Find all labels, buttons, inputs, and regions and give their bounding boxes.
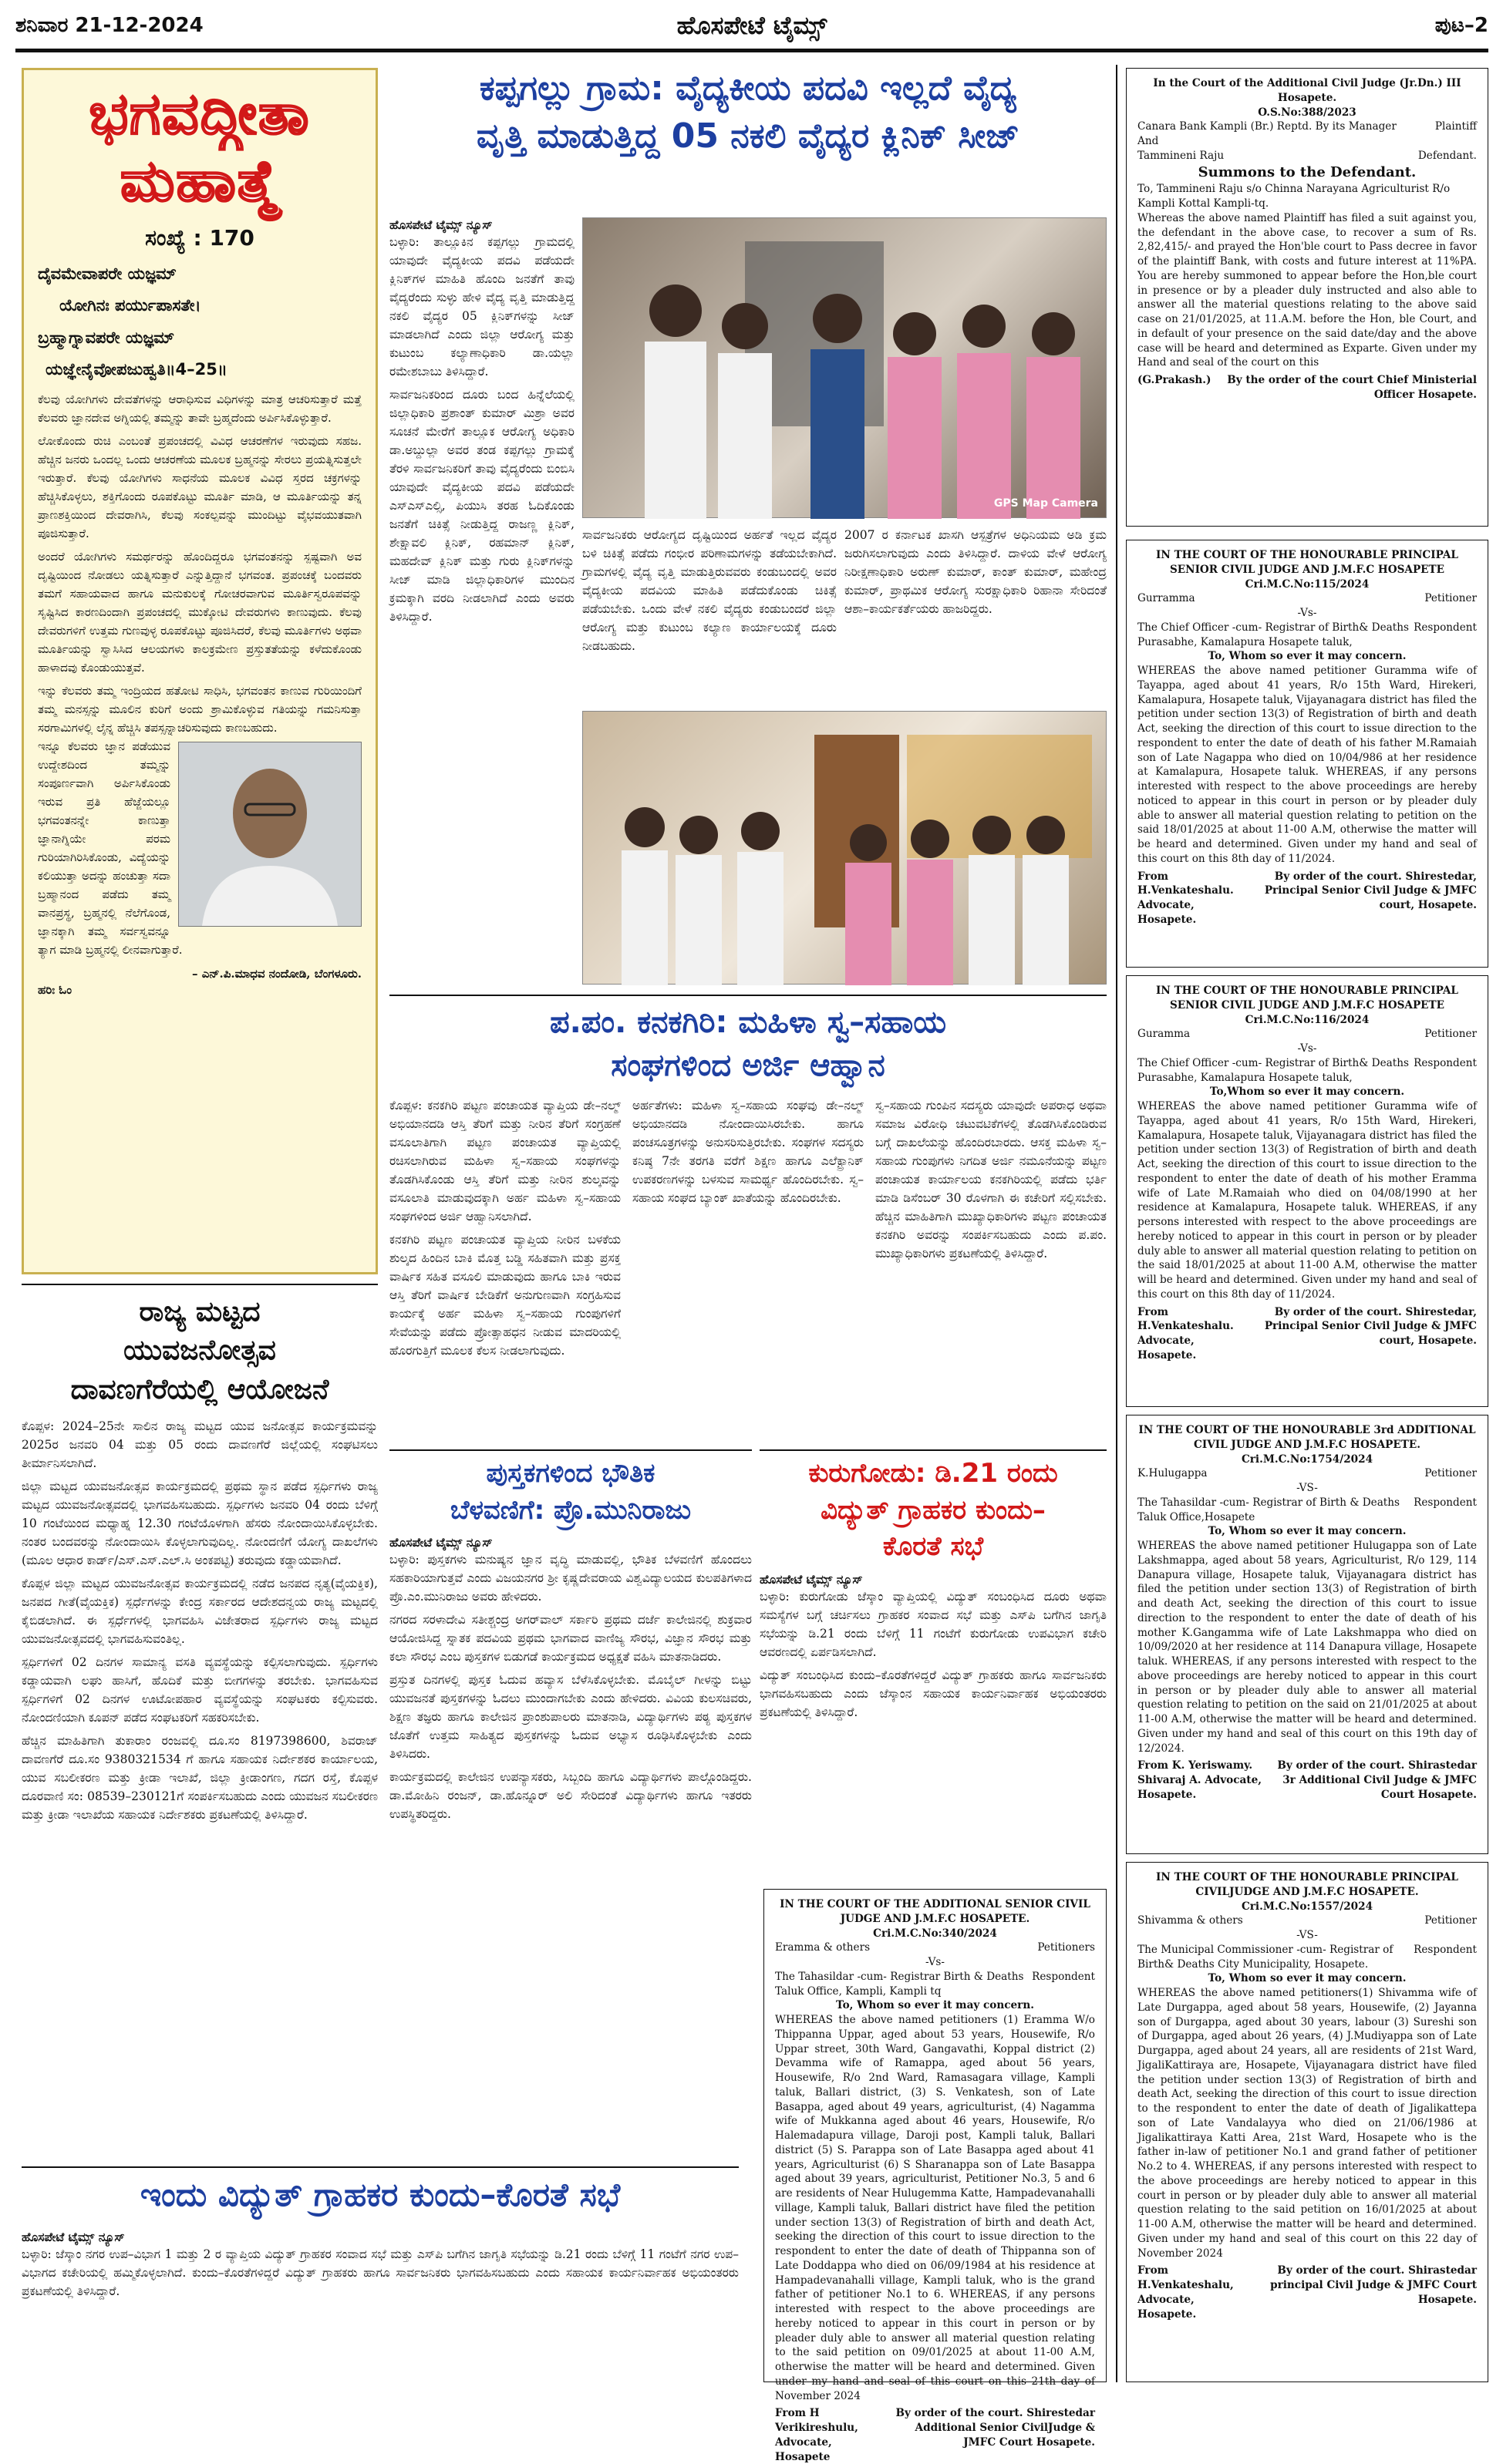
notice-title: To, Whom so ever it may concern.	[836, 1999, 1034, 2012]
article-paragraph: ಕೊಪ್ಪಳ: 2024–25ನೇ ಸಾಲಿನ ರಾಜ್ಯ ಮಟ್ಟದ ಯುವ ಜನೋತ್ಸವ ಕಾರ್ಯಕ್ರಮವನ್ನು 2025ರ ಜನವರಿ 04 ಮತ್ತು 05 ರಂದು ದಾವಣಗೆರೆ ಜಿಲ್ಲೆಯಲ್ಲಿ ಸಂಘಟಿಸಲು ತೀರ್ಮಾನಿಸಲಾಗಿದೆ.	[22, 1419, 378, 1471]
headline: ದಾವಣಗೆರೆಯಲ್ಲಿ ಆಯೋಜನೆ	[70, 1373, 329, 1405]
notice-party-row	[1137, 1496, 1477, 1525]
notice-party-row	[1137, 1914, 1477, 1928]
gita-paragraph: ಇನ್ನು ಕೆಲವರು ತಮ್ಮ ಇಂದ್ರಿಯದ ಹತೋಟಿ ಸಾಧಿಸಿ, ಭಗವಂತನ ಕಾಣುವ ಗುರಿಯಿಂದಿಗೆ ತಮ್ಮ ಮನಸ್ಸನ್ನು ಮೂಲಿನ ಕುರಿಗೆ ಅಂದು ಶ್ರಾಮಿಕೊಳ್ಳುವ ಗತಿಯನ್ನು ಗಮನಿಸುತ್ತಾ ಸರಗಾಮಿಗಳಲ್ಲಿ ಲೈನ್ನ ಹೆಚ್ಚಿಸಿ ತಪಸ್ಸನ್ನಾಚರಿಸುವುದು ಕಾಣಬಹುದು.	[38, 683, 362, 735]
notice-party: The Chief Officer -cum- Registrar of Birth& Deaths Purasabhe, Kamalapura Hosapete taluk,	[1137, 621, 1409, 648]
article-column	[22, 2230, 739, 2301]
notice-signatures	[1137, 870, 1477, 927]
article-paragraph: 2007 ರ ಕರ್ನಾಟಕ ಖಾಸಗಿ ಆಸ್ಪತ್ರೆಗಳ ಅಧಿನಿಯಮ ಅಡಿ ಕ್ರಮ ಜರುಗಿಸಲಾಗುವುದು ಎಂದು ತಿಳಿಸಿದ್ದಾರೆ. ದಾಳಿಯ ವೇಳೆ ಆರೋಗ್ಯ ನಿರೀಕ್ಷಣಾಧಿಕಾರಿ ಅರುಣ್ ಕುಮಾರ್, ಕಾಂತ್ ಕುಮಾರ್, ಮಹೇಂದ್ರ ಕುಮಾರ್, ಪ್ರಾಥಮಿಕ ಆರೋಗ್ಯ ಸುರಕ್ಷಾಧಿಕಾರಿ ರಿಹಾನಾ ಸೇರಿದಂತೆ ಆಶಾ–ಕಾರ್ಯಕರ್ತೆಯರು ಹಾಜರಿದ್ದರು.	[844, 528, 1107, 617]
notice-body: WHEREAS the above named petitioner Guramma wife of Tayappa, aged about 41 years, R/o 15th Ward, Hirekeri, Kamalapura, Hosapete taluk, Vijayanagara district has filed the petition under section 13(3) of Registration of birth and death Act, seeking the direction of this court to issue direction to the respondent to enter the date of death of his mother Eramma wife of Late M.Ramaiah who died on 04/08/1990 at her residence at Kamalapura, Hosapete taluk. WHEREAS, if any persons interested with respect to the above proceedings are hereby noticed to appear in this court in person or by pleader duly able to answer all material question relating to petition on the said 18/01/2025 at about 11-00 A.M, otherwise the matter will be heard and determined. Given under my hand and seal of this court on this 8th day of 11/2024.	[1137, 1100, 1478, 1301]
headline: ಯುವಜನೋತ್ಸವ	[123, 1335, 276, 1367]
raid-team-photo-1	[582, 217, 1107, 518]
gita-column	[22, 68, 378, 1274]
notice-role: Respondent	[1414, 621, 1477, 634]
notice-signatures	[1137, 373, 1477, 402]
notice-sign-left: From K. Yeriswamy. Shivaraj A. Advocate, Hosapete.	[1137, 1759, 1262, 1801]
headline: ಇಂದು ವಿದ್ಯುತ್ ಗ್ರಾಹಕರ ಕುಂದು–ಕೊರತೆ ಸಭೆ	[140, 2176, 621, 2213]
article-paragraph: ಸ್ಪರ್ಧಿಗಳಿಗೆ 02 ದಿನಗಳ ಸಾಮಾನ್ಯ ವಸತಿ ವ್ಯವಸ್ಥೆಯನ್ನು ಕಲ್ಪಿಸಲಾಗುವುದು. ಸ್ಪರ್ಧಿಗಳು ಕಡ್ಡಾಯವಾಗಿ ಲಘು ಹಾಸಿಗೆ, ಹೊದಿಕೆ ಮತ್ತು ಬೀಗಗಳನ್ನು ತರಬೇಕು. ಭಾಗವಹಿಸುವ ಸ್ಪರ್ಧಿಗಳಿಗೆ 02 ದಿನಗಳ ಊಟೋಪಹಾರ ವ್ಯವಸ್ಥೆಯನ್ನು ಸಂಘಟಕರು ಕಲ್ಪಿಸುವರು. ನೋಂದಣಿಯಾಗಿ ಕೂಪನ್ ಪಡೆದ ಸಂಘಟಕರಿಗೆ ಸಹಕರಿಸಬೇಕು.	[22, 1655, 378, 1725]
notice-party-row	[775, 1941, 1095, 1955]
notice-role: Defendant.	[1417, 149, 1477, 162]
court-notice	[1126, 975, 1488, 1407]
notice-title: To, Whom so ever it may concern.	[1208, 1525, 1407, 1538]
notice-body: WHEREAS the above named petitioner Hulugappa son of Late Lakshmappa, aged about 58 years, Agriculturist, R/o 129, 114 Danapura village, Hosapete taluk, Vijayanagara district has filed the petition under section 13(3) of Registration of birth and death Act, seeking the direction of this court to issue direction to the respondent to enter the date of death of his mother K.Gangamma wife of Late Lakshmappa who died on 10/09/2020 at her residence at 114 Danapura village, Hosapete taluk. WHEREAS, if any persons interested with respect to the above proceedings are hereby noticed to appear in this court in person or by pleader duly able to answer all material question relating to petition on the said on 21/01/2025 at about 11-00 A.M, otherwise the matter will be heard and determined. Given under my hand and seal of this court on this 19th day of 12/2024.	[1137, 1540, 1477, 1755]
article-paragraph: ಬಳ್ಳಾರಿ: ಪುಸ್ತಕಗಳು ಮನುಷ್ಯನ ಜ್ಞಾನ ವೃದ್ಧಿ ಮಾಡುವಲ್ಲಿ, ಭೌತಿಕ ಬೆಳವಣಿಗೆ ಹೊಂದಲು ಸಹಕಾರಿಯಾಗುತ್ತವೆ ಎಂದು ವಿಜಯನಗರ ಶ್ರೀ ಕೃಷ್ಣದೇವರಾಯ ವಿಶ್ವವಿದ್ಯಾಲಯದ ಕುಲಪತಿಗಳಾದ ಪ್ರೊ.ಎಂ.ಮುನಿರಾಜು ಅವರು ಹೇಳಿದರು.	[389, 1553, 752, 1604]
notice-party-row	[1137, 1027, 1477, 1042]
gita-paragraph: ಲೋಕೊಂದು ರುಚಿ ಎಂಬಂತೆ ಪ್ರಪಂಚದಲ್ಲಿ ವಿವಿಧ ಆಚರಣೆಗಳ ಇರುವುದು ಸಹಜ. ಹೆಚ್ಚಿನ ಜನರು ಒಂದಲ್ಲ ಒಂದು ಆಚರಣೆಯ ಮೂಲಕ ಬ್ರಹ್ಮನನ್ನು ಸೇರಲು ಪ್ರಯತ್ನಿಸುತ್ತಲೇ ಇರುತ್ತಾರೆ. ಕೆಲವು ಯೋಗಿಗಳು ಸಾಧನೆಯ ಮೂಲಕ ವಿವಿಧ ಸ್ತರದ ಚಕ್ರಗಳನ್ನು ಹೆಚ್ಚಿಸಿಕೊಳ್ಳಲು, ಶಕ್ತಿಗೊಂದು ರೂಪಕೊಟ್ಟು ಮೂರ್ತಿ ಮಾಡಿ, ಆ ಮೂರ್ತಿಯನ್ನು ತನ್ನ ಪ್ರಾಣಶಕ್ತಿಯಿಂದ ದೇವರಾಗಿಸಿ, ಕೆಲವು ಸಂಕಲ್ಪವನ್ನು ಮುಂದಿಟ್ಟು ವೈಭವಯುತವಾಗಿ ಪೂಜಿಸುತ್ತಾರೆ.	[38, 433, 362, 540]
article-paragraph: ಸಾರ್ವಜನಿಕರು ಆರೋಗ್ಯದ ದೃಷ್ಟಿಯಿಂದ ಅರ್ಹತೆ ಇಲ್ಲದ ವೈದ್ಯರ ಬಳಿ ಚಿಕಿತ್ಸೆ ಪಡೆದು ಗಂಭೀರ ಪರಿಣಾಮಗಳನ್ನು ತಡೆಯಬೇಕಾಗಿದೆ. ಗ್ರಾಮಗಳಲ್ಲಿ ವೈದ್ಯ ವೃತ್ತಿ ಮಾಡುತ್ತಿರುವವರು ಕಂಡುಬಂದಲ್ಲಿ ಅವರ ವೈದ್ಯಕೀಯ ಪದವಿಯ ಮಾಹಿತಿ ಪಡೆದುಕೊಂಡು ಚಿಕಿತ್ಸೆ ಪಡೆಯಬೇಕು. ಒಂದು ವೇಳೆ ನಕಲಿ ವೈದ್ಯರು ಕಂಡುಬಂದರೆ ಜಿಲ್ಲಾ ಆರೋಗ್ಯ ಮತ್ತು ಕುಟುಂಬ ಕಲ್ಯಾಣ ಕಾರ್ಯಾಲಯಕ್ಕೆ ದೂರು ನೀಡಬಹುದು.	[582, 528, 837, 654]
article-paragraph: ಕೊಪ್ಪಳ: ಕನಕಗಿರಿ ಪಟ್ಟಣ ಪಂಚಾಯತ ವ್ಯಾಪ್ತಿಯ ಡೇ–ನಲ್ಮ್ ಅಭಿಯಾನದಡಿ ಆಸ್ತಿ ತೆರಿಗೆ ಮತ್ತು ನೀರಿನ ತೆರಿಗೆ ಸಂಗ್ರಹಣೆ ವಸೂಲಾತಿಗಾಗಿ ಪಟ್ಟಣ ಪಂಚಾಯತ ವ್ಯಾಪ್ತಿಯಲ್ಲಿ ರಚಿಸಲಾಗಿರುವ ಮಹಿಳಾ ಸ್ವ–ಸಹಾಯ ಸಂಘಗಳನ್ನು ತೊಡಗಿಸಿಕೊಂಡು ಆಸ್ತಿ ತೆರಿಗೆ ಮತ್ತು ನೀರಿನ ಶುಲ್ಕವನ್ನು ವಸೂಲಾತಿ ಮಾಡುವುದಕ್ಕಾಗಿ ಅರ್ಹ ಮಹಿಳಾ ಸ್ವ–ಸಹಾಯ ಸಂಘಗಳಿಂದ ಅರ್ಜಿ ಆಹ್ವಾನಿಸಲಾಗಿದೆ.	[389, 1099, 621, 1224]
issue-date: ಶನಿವಾರ 21-12-2024	[15, 14, 204, 37]
headline: ಸಂಘಗಳಿಂದ ಅರ್ಜಿ ಆಹ್ವಾನ	[611, 1048, 885, 1083]
notice-party: The Tahasildar -cum- Registrar of Birth & Deaths Taluk Office,Hosapete	[1137, 1496, 1400, 1523]
headline: ವೃತ್ತಿ ಮಾಡುತ್ತಿದ್ದ 05 ನಕಲಿ ವೈದ್ಯರ ಕ್ಲಿನಿಕ್ ಸೀಜ್	[476, 116, 1020, 156]
notice-role: Petitioner	[1424, 1028, 1477, 1041]
notice-party: Shivamma & others	[1137, 1914, 1243, 1927]
notice-case-number: Cri.M.C.No:1754/2024	[1241, 1452, 1373, 1466]
article-paragraph: ಹೆಚ್ಚಿನ ಮಾಹಿತಿಗಾಗಿ ತುಕಾರಾಂ ರಂಜವಲ್ಲಿ ದೂ.ಸಂ 8197398600, ಶಿವರಾಜ್ ದಾವಣಗೆರೆ ದೂ.ಸಂ 9380321534 ಗೆ ಹಾಗೂ ಸಹಾಯಕ ನಿರ್ದೇಶಕರ ಕಾರ್ಯಾಲಯ, ಯುವ ಸಬಲೀಕರಣ ಮತ್ತು ಕ್ರೀಡಾ ಇಲಾಖೆ, ಜಿಲ್ಲಾ ಕ್ರೀಡಾಂಗಣ, ಗದಗ ರಸ್ತೆ, ಕೊಪ್ಪಳ ದೂರವಾಣಿ ಸಂ: 08539–230121ಗೆ ಸಂಪರ್ಕಿಸಬಹುದು ಎಂದು ಯುವಜನ ಸಬಲೀಕರಣ ಮತ್ತು ಕ್ರೀಡಾ ಇಲಾಖೆಯ ಸಹಾಯಕ ನಿರ್ದೇಶಕರು ಪ್ರಕಟಣೆಯಲ್ಲಿ ತಿಳಿಸಿದ್ದಾರೆ.	[22, 1734, 378, 1823]
notice-case-number: Cri.M.C.No:1557/2024	[1241, 1900, 1373, 1913]
dateline: ಹೊಸಪೇಟೆ ಟೈಮ್ಸ್ ನ್ಯೂಸ್	[389, 1535, 493, 1550]
notice-party-row	[1137, 149, 1477, 163]
notice-court: IN THE COURT OF THE HONOURABLE PRINCIPAL SENIOR CIVIL JUDGE AND J.M.F.C HOSAPETE	[1156, 985, 1458, 1012]
article-paragraph: ಬಳ್ಳಾರಿ: ಕುರುಗೋಡು ಜೆಸ್ಕಾಂ ವ್ಯಾಪ್ತಿಯಲ್ಲಿ ವಿದ್ಯುತ್ ಸಂಬಂಧಿಸಿದ ದೂರು ಅಥವಾ ಸಮಸ್ಯೆಗಳ ಬಗ್ಗೆ ಚರ್ಚಿಸಲು ಗ್ರಾಹಕರ ಸಂವಾದ ಸಭೆ ಮತ್ತು ಎಸ್‌ಪಿ ಬಗೆಗಿನ ಜಾಗೃತಿ ಸಭೆಯನ್ನು ಡಿ.21 ರಂದು ಬೆಳಿಗ್ಗೆ 11 ಗಂಟೆಗೆ ಕುರುಗೋಡು ಉಪವಿಭಾಗ ಕಚೇರಿ ಆವರಣದಲ್ಲಿ ಏರ್ಪಡಿಸಲಾಗಿದೆ.	[760, 1589, 1107, 1659]
article-paragraph: ಸಾರ್ವಜನಿಕರಿಂದ ದೂರು ಬಂದ ಹಿನ್ನೆಲೆಯಲ್ಲಿ ಜಿಲ್ಲಾಧಿಕಾರಿ ಪ್ರಶಾಂತ್ ಕುಮಾರ್ ಮಿಶ್ರಾ ಅವರ ಸೂಚನೆ ಮೇರೆಗೆ ತಾಲ್ಲೂಕ ಆರೋಗ್ಯ ಅಧಿಕಾರಿ ಡಾ.ಅಬ್ದುಲ್ಲಾ ಅವರ ತಂಡ ಕಪ್ಪಗಲ್ಲು ಗ್ರಾಮಕ್ಕೆ ತೆರಳಿ ಸಾರ್ವಜನಿಕರಿಗೆ ತಾವು ವೈದ್ಯರೆಂದು ಬಿಂಬಿಸಿ ಯಾವುದೇ ವೈದ್ಯಕೀಯ ಪದವಿ ಪಡೆಯದೇ ಎಸ್ಎಸ್ಎಲ್ಸಿ, ಪಿಯುಸಿ ತರಹ ಓದಿಕೊಂಡು ಜನತೆಗೆ ಚಿಕಿತ್ಸೆ ನೀಡುತ್ತಿದ್ದ ರಾಜಣ್ಣ ಕ್ಲಿನಿಕ್, ಶೇಕ್ಷಾವಲಿ ಕ್ಲಿನಿಕ್, ರಹಮಾನ್ ಕ್ಲಿನಿಕ್, ಮಹದೇವ್ ಕ್ಲಿನಿಕ್ ಮತ್ತು ಗುರು ಕ್ಲಿನಿಕ್‌ಗಳನ್ನು ಸೀಜ್ ಮಾಡಿ ಜಿಲ್ಲಾಧಿಕಾರಿಗಳ ಮುಂದಿನ ಕ್ರಮಕ್ಕಾಗಿ ವರದಿ ನೀಡಲಾಗಿದೆ ಎಂದು ಅವರು ತಿಳಿಸಿದ್ದಾರೆ.	[389, 388, 575, 624]
article-kanakagiri	[389, 995, 1107, 1442]
notice-party-row	[1137, 591, 1477, 606]
headline: ಪ.ಪಂ. ಕನಕಗಿರಿ: ಮಹಿಳಾ ಸ್ವ–ಸಹಾಯ	[549, 1005, 947, 1040]
article-paragraph: ವಿದ್ಯುತ್ ಸಂಬಂಧಿಸಿದ ಕುಂದು–ಕೊರತೆಗಳಿದ್ದರೆ ವಿದ್ಯುತ್ ಗ್ರಾಹಕರು ಹಾಗೂ ಸಾರ್ವಜನಿಕರು ಭಾಗವಹಿಸಬಹುದು ಎಂದು ಜೆಸ್ಕಾಂನ ಸಹಾಯಕ ಕಾರ್ಯನಿರ್ವಾಹಕ ಅಭಿಯಂತರರು ಪ್ರಕಟಣೆಯಲ್ಲಿ ತಿಳಿಸಿದ್ದಾರೆ.	[760, 1668, 1107, 1719]
article-electricity-meeting	[22, 2166, 739, 2382]
notice-party-row	[1137, 119, 1477, 134]
article-paragraph: ಕೊಪ್ಪಳ ಜಿಲ್ಲಾ ಮಟ್ಟದ ಯುವಜನೋತ್ಸವ ಕಾರ್ಯಕ್ರಮದಲ್ಲಿ ನಡೆದ ಜನಪದ ನೃತ್ಯ(ವೈಯಕ್ತಿಕ), ಜನಪದ ಗೀತೆ(ವೈಯಕ್ತಿಕ) ಸ್ಪರ್ಧೆಗಳನ್ನು ಕೇಂದ್ರ ಸರ್ಕಾರದ ಆದೇಶದನ್ವಯ ರಾಜ್ಯ ಮಟ್ಟದಲ್ಲಿ ಕೈಬಿಡಲಾಗಿದೆ. ಈ ಸ್ಪರ್ಧೆಗಳಲ್ಲಿ ಭಾಗವಹಿಸಿ ವಿಜೇತರಾದ ಸ್ಪರ್ಧಿಗಳು ರಾಜ್ಯ ಮಟ್ಟದ ಯುವಜನೋತ್ಸವದಲ್ಲಿ ಭಾಗವಹಿಸುವಂತಿಲ್ಲ.	[22, 1577, 378, 1647]
article-paragraph: ನಗರದ ಸರಳಾದೇವಿ ಸತೀಶ್ಚಂದ್ರ ಅಗರ್‌ವಾಲ್ ಸರ್ಕಾರಿ ಪ್ರಥಮ ದರ್ಜೆ ಕಾಲೇಜಿನಲ್ಲಿ ಶುಕ್ರವಾರ ಆಯೋಜಿಸಿದ್ದ ಸ್ನಾತಕ ಪದವಿಯ ಪ್ರಥಮ ಭಾಗವಾದ ವಾಣಿಜ್ಯ ಸೌರಭ, ವಿಜ್ಞಾನ ಸೌರಭ ಮತ್ತು ಕಲಾ ಸೌರಭ ಎಂಬ ಪುಸ್ತಕಗಳ ಬಿಡುಗಡೆ ಕಾರ್ಯಕ್ರಮದ ಅಧ್ಯಕ್ಷತೆ ವಹಿಸಿ ಮಾತನಾಡಿದರು.	[389, 1613, 752, 1665]
notice-case-number: O.S.No:388/2023	[1258, 106, 1356, 119]
notice-addressee: To, Tammineni Raju s/o Chinna Narayana Agriculturist R/o Kampli Kottal Kampli-tq.	[1137, 183, 1451, 210]
notice-sign-right: By order of the court. Shirestedar Additional Senior CivilJudge & JMFC Court Hosapete.	[895, 2407, 1095, 2449]
dateline: ಹೊಸಪೇಟೆ ಟೈಮ್ಸ್ ನ್ಯೂಸ್	[760, 1571, 863, 1587]
author-photo	[178, 742, 362, 927]
headline: ಪುಸ್ತಕಗಳಿಂದ ಭೌತಿಕ	[486, 1458, 655, 1489]
headline: ರಾಜ್ಯ ಮಟ್ಟದ	[139, 1296, 261, 1328]
newspaper-name: ಹೊಸಪೇಟೆ ಟೈಮ್ಸ್	[676, 11, 827, 40]
closing-word: ಹರಿಃ ಓಂ	[38, 982, 72, 997]
notice-court: IN THE COURT OF THE HONOURABLE PRINCIPAL CIVILJUDGE AND J.M.F.C HOSAPETE.	[1156, 1871, 1458, 1898]
notice-body: WHEREAS the above named petitioners (1) Eramma W/o Thippanna Uppar, aged about 53 years, Housewife, R/o Uppar street, 30th Ward, Gangavathi, Koppal district (2) Devamma wife of Ramappa, aged about 56 years, Housewife, R/o 2nd Ward, Ramasagara village, Kampli taluk, Ballari district, (3) S. Venkatesh, son of Late Basappa, aged about 49 years, agriculturist, (4) Nagamma wife of Mukkanna aged about 46 years, Housewife, R/o Halemadapura village, Daroji post, Kampli taluk, Ballari district (5) S. Parappa son of Late Basappa aged about 41 years, Agriculturist (6) S Sharanappa son of Late Basappa aged about 39 years, agriculturist, Petitioner No.3, 5 and 6 are residents of Near Hulugemma Katte, Hampadevanahalli village, Kampli taluk, Ballari district have filed the petition under section 13(3) of Registration of birth and death Act, seeking the direction of this court to issue direction to the respondent to enter the date of death of Thippanna son of Late Doddappa who died on 06/09/1984 at his residence at Hampadevanahalli village, Kampli taluk, who is the grand father of petitioner No.1 to 6. WHEREAS, if any persons interested with respect to the above proceedings are hereby noticed to appear in this court in person or by pleader duly able to answer all material question relating to the said petition on 09/01/2025 at about 11-00 A.M, otherwise the matter will be heard and determined. Given under my hand and seal of this court on this 21th day of November 2024	[775, 2014, 1095, 2402]
notice-title: To, Whom so ever it may concern.	[1208, 650, 1407, 663]
verse-line: ಯೋಗಿನಃ ಪರ್ಯುಪಾಸತೇ।	[59, 296, 201, 315]
notice-court: IN THE COURT OF THE ADDITIONAL SENIOR CIVIL JUDGE AND J.M.F.C HOSAPETE.	[780, 1898, 1090, 1925]
gita-series-number: ಸಂಖ್ಯೆ : 170	[145, 224, 254, 251]
notice-party: The Municipal Commissioner -cum- Registrar of Birth& Deaths City Municipality, Hosapete.	[1137, 1943, 1393, 1971]
notice-role: Respondent	[1414, 1496, 1477, 1509]
notice-signatures	[1137, 1305, 1477, 1363]
court-notice	[1126, 1862, 1488, 2382]
article-paragraph: ಬಳ್ಳಾರಿ: ತಾಲ್ಲೂಕಿನ ಕಪ್ಪಗಲ್ಲು ಗ್ರಾಮದಲ್ಲಿ ಯಾವುದೇ ವೈದ್ಯಕೀಯ ಪದವಿ ಪಡೆಯದೇ ಕ್ಲಿನಿಕ್‌ಗಳ ಮಾಹಿತಿ ಹೊಂದಿ ಜನತೆಗೆ ತಾವು ವೈದ್ಯರೆಂದು ಸುಳ್ಳು ಹೇಳಿ ವೈದ್ಯ ವೃತ್ತಿ ಮಾಡುತ್ತಿದ್ದ ನಕಲಿ ವೈದ್ಯರ 05 ಕ್ಲಿನಿಕ್‌ಗಳನ್ನು ಸೀಜ್ ಮಾಡಲಾಗಿದೆ ಎಂದು ಜಿಲ್ಲಾ ಆರೋಗ್ಯ ಮತ್ತು ಕುಟುಂಬ ಕಲ್ಯಾಣಾಧಿಕಾರಿ ಡಾ.ಯಲ್ಲಾ ರಮೇಶಬಾಬು ತಿಳಿಸಿದ್ದಾರೆ.	[389, 235, 575, 379]
masthead	[15, 6, 1488, 52]
article-paragraph: ಅರ್ಹತೆಗಳು: ಮಹಿಳಾ ಸ್ವ–ಸಹಾಯ ಸಂಘವು ಡೇ–ನಲ್ಮ್ ಅಭಿಯಾನದಡಿ ನೋಂದಾಯಿಸಿರಬೇಕು. ಹಾಗೂ ಪಂಚಸೂತ್ರಗಳನ್ನು ಅನುಸರಿಸುತ್ತಿರಬೇಕು. ಸಂಘಗಳ ಸದಸ್ಯರು ಕನಿಷ್ಠ 7ನೇ ತರಗತಿ ವರೆಗೆ ಶಿಕ್ಷಣ ಹಾಗೂ ಎಲೆಕ್ಟ್ರಾನಿಕ್ ಉಪಕರಣಗಳನ್ನು ಬಳಸುವ ಸಾಮರ್ಥ್ಯ ಹೊಂದಿರಬೇಕು. ಸ್ವ–ಸಹಾಯ ಸಂಘದ ಬ್ಯಾಂಕ್ ಖಾತೆಯನ್ನು ಹೊಂದಿರಬೇಕು.	[632, 1099, 864, 1206]
article-column	[389, 217, 575, 626]
notice-case-number: Cri.M.C.No:116/2024	[1245, 1013, 1370, 1026]
notice-sign-right: By the order of the court Chief Ministerial Officer Hosapete.	[1227, 374, 1477, 401]
notice-party: Eramma & others	[775, 1941, 871, 1954]
notice-role: Petitioner	[1424, 1467, 1477, 1480]
notice-sign-left: From H.Venkateshalu, Advocate, Hosapete.	[1137, 2264, 1234, 2321]
notice-role: Respondent	[1032, 1970, 1095, 1983]
article-paragraph: ಸ್ವ–ಸಹಾಯ ಗುಂಪಿನ ಸದಸ್ಯರು ಯಾವುದೇ ಅಪರಾಧ ಅಥವಾ ಸಮಾಜ ವಿರೋಧಿ ಚಟುವಟಿಕೆಗಳಲ್ಲಿ ತೊಡಗಿಸಿಕೊಂಡಿರುವ ಬಗ್ಗೆ ದಾಖಲೆಯನ್ನು ಹೊಂದಿರಬಾರದು. ಆಸಕ್ತ ಮಹಿಳಾ ಸ್ವ–ಸಹಾಯ ಗುಂಪುಗಳು ನಿಗದಿತ ಅರ್ಜಿ ನಮೂನೆಯನ್ನು ಪಟ್ಟಣ ಪಂಚಾಯತ ಕಾರ್ಯಾಲಯ ಕನಕಗಿರಿಯಲ್ಲಿ ಪಡೆದು ಭರ್ತಿ ಮಾಡಿ ಡಿಸೆಂಬರ್ 30 ರೊಳಗಾಗಿ ಈ ಕಚೇರಿಗೆ ಸಲ್ಲಿಸಬೇಕು. ಹೆಚ್ಚಿನ ಮಾಹಿತಿಗಾಗಿ ಮುಖ್ಯಾಧಿಕಾರಿಗಳು ಪಟ್ಟಣ ಪಂಚಾಯತ ಕನಕಗಿರಿ ಅವರನ್ನು ಸಂಪರ್ಕಿಸಬಹುದು ಎಂದು ಪ.ಪಂ. ಮುಖ್ಯಾಧಿಕಾರಿಗಳು ಪ್ರಕಟಣೆಯಲ್ಲಿ ತಿಳಿಸಿದ್ದಾರೆ.	[875, 1099, 1107, 1261]
gita-paragraph: ಇನ್ನೂ ಕೆಲವರು ಜ್ಞಾನ ಪಡೆಯುವ ಉದ್ದೇಶದಿಂದ ತಮ್ಮನ್ನು ಸಂಪೂರ್ಣವಾಗಿ ಅರ್ಪಿಸಿಕೊಂಡು ಇರುವ ಪ್ರತಿ ಹೆಜ್ಜೆಯಲ್ಲೂ ಭಗವಂತನನ್ನೇ ಕಾಣುತ್ತಾ ಜ್ಞಾನಾಗ್ನಿಯೇ ಪರಮ ಗುರಿಯಾಗಿರಿಸಿಕೊಂಡು, ವಿದ್ಯೆಯನ್ನು ಕಲಿಯುತ್ತಾ ಅದನ್ನು ಹಂಚುತ್ತಾ ಸದಾ ಬ್ರಹ್ಮಾನಂದ ಪಡೆದು ತಮ್ಮ ವಾನಪ್ರಸ್ಥ, ಬ್ರಹ್ಮನಲ್ಲಿ ನೆಲೆಗೊಂಡ, ಜ್ಞಾನಕ್ಕಾಗಿ ತಮ್ಮ ಸರ್ವಸ್ವವನ್ನೂ ತ್ಯಾಗ ಮಾಡಿ ಬ್ರಹ್ಮನಲ್ಲಿ ಲೀನವಾಗುತ್ತಾರೆ.	[38, 739, 183, 957]
headline: ವಿದ್ಯುತ್ ಗ್ರಾಹಕರ ಕುಂದು–	[821, 1494, 1046, 1526]
notice-party-row	[1137, 1943, 1477, 1972]
headline: ಕುರುಗೋಡು: ಡಿ.21 ರಂದು	[808, 1458, 1058, 1489]
notice-sign-left: From H Verikireshulu, Advocate, Hosapete	[775, 2407, 858, 2463]
notice-versus: -Vs-	[1297, 607, 1317, 619]
article-column	[875, 1096, 1107, 1263]
notice-sign-right: By order of the court. Shirastedar principal Civil Judge & JMFC Court Hosapete.	[1270, 2264, 1477, 2306]
headline: ಕಪ್ಪಗಲ್ಲು ಗ್ರಾಮ: ವೈದ್ಯಕೀಯ ಪದವಿ ಇಲ್ಲದೆ ವೈದ್ಯ	[479, 69, 1017, 108]
notice-role: Respondent	[1414, 1943, 1477, 1956]
notice-sign-left: (G.Prakash.)	[1137, 374, 1211, 387]
group-photo-icon	[583, 218, 1107, 519]
notice-court: IN THE COURT OF THE HONOURABLE PRINCIPAL SENIOR CIVIL JUDGE AND J.M.F.C HOSAPETE	[1156, 549, 1458, 576]
notice-role: Petitioners	[1037, 1941, 1095, 1954]
verse-line: ಯಜ್ಞೇನೈವೋಪಜುಹ್ವತಿ॥4–25॥	[45, 360, 227, 379]
notice-party: Canara Bank Kampli (Br.) Reptd. By its Manager	[1137, 120, 1397, 133]
article-paragraph: ಬಳ್ಳಾರಿ: ಜೆಸ್ಕಾಂ ನಗರ ಉಪ–ವಿಭಾಗ 1 ಮತ್ತು 2 ರ ವ್ಯಾಪ್ತಿಯ ವಿದ್ಯುತ್ ಗ್ರಾಹಕರ ಸಂವಾದ ಸಭೆ ಮತ್ತು ಎಸ್‌ಪಿ ಬಗೆಗಿನ ಜಾಗೃತಿ ಸಭೆಯನ್ನು ಡಿ.21 ರಂದು ಬೆಳಿಗ್ಗೆ 11 ಗಂಟೆಗೆ ನಗರ ಉಪ–ವಿಭಾಗದ ಕಚೇರಿಯಲ್ಲಿ ಹಮ್ಮಿಕೊಳ್ಳಲಾಗಿದೆ. ಕುಂದು–ಕೊರತೆಗಳಿದ್ದರೆ ವಿದ್ಯುತ್ ಗ್ರಾಹಕರು ಹಾಗೂ ಸಾರ್ವಜನಿಕರು ಭಾಗವಹಿಸಬಹುದು ಎಂದು ಸಹಾಯಕ ಕಾರ್ಯನಿರ್ವಾಹಕ ಅಭಿಯಂತರರು ಪ್ರಕಟಣೆಯಲ್ಲಿ ತಿಳಿಸಿದ್ದಾರೆ.	[22, 2247, 739, 2299]
notice-body: Whereas the above named Plaintiff has filed a suit against you, the defendant in the above case, to recover a sum of Rs. 2,82,415/- and prayed the Hon'ble court to Pass decree in favor of the plaintiff Bank, with costs and future interest at 11%PA. You are hereby summoned to appear before the Hon,ble court in presence or by a pleader duly instructed and also able to answer all the material questions relating to the above said case on 21/01/2025, at 11.A.M. before the Hon, ble Court, and in default of your presence on the said date/day and the above case will be heard and determined as Exparte. Given under my Hand and seal of the court on this	[1137, 211, 1477, 369]
notice-role: Respondent	[1414, 1056, 1477, 1069]
article-paragraph: ಕನಕಗಿರಿ ಪಟ್ಟಣ ಪಂಚಾಯತ ವ್ಯಾಪ್ತಿಯ ನೀರಿನ ಬಳಕೆಯ ಶುಲ್ಕದ ಹಿಂದಿನ ಬಾಕಿ ಮೊತ್ತ ಬಡ್ಡಿ ಸಹಿತವಾಗಿ ಮತ್ತು ಪ್ರಸಕ್ತ ವಾರ್ಷಿಕ ಸಹಿತ ವಸೂಲಿ ಮಾಡುವುದು ಹಾಗೂ ಬಾಕಿ ಇರುವ ಆಸ್ತಿ ತೆರಿಗೆ ವಾರ್ಷಿಕ ಬೇಡಿಕೆಗೆ ಅನುಗುಣವಾಗಿ ಸಂಗ್ರಹಿಸುವ ಕಾರ್ಯಕ್ಕೆ ಅರ್ಹ ಮಹಿಳಾ ಸ್ವ–ಸಹಾಯ ಗುಂಪುಗಳಿಗೆ ಸೇವೆಯನ್ನು ಪಡೆದು ಪ್ರೋತ್ಸಾಹಧನ ನೀಡುವ ಮಾದರಿಯಲ್ಲಿ ಹೊರಗುತ್ತಿಗೆ ಮೂಲಕ ಕೆಲಸ ನೀಡಲಾಗುವುದು.	[389, 1233, 621, 1358]
notice-party: K.Hulugappa	[1137, 1467, 1208, 1480]
notice-sign-right: By order of the court. Shirestedar, Principal Senior Civil Judge & JMFC court, Hosapete.	[1264, 1305, 1477, 1347]
page-number: ಪುಟ–2	[1434, 14, 1488, 37]
article-column	[389, 1096, 621, 1360]
article-fake-clinic	[389, 217, 1107, 988]
notice-title: To, Whom so ever it may concern.	[1208, 1972, 1407, 1985]
court-notice	[1126, 1415, 1488, 1854]
gita-title-line-2: ಮಹಾತ್ಮೆ	[120, 148, 280, 215]
notice-versus: -Vs-	[1297, 1042, 1317, 1055]
notice-role: Petitioner	[1424, 1914, 1477, 1927]
gita-paragraph: ಕೆಲವು ಯೋಗಿಗಳು ದೇವತೆಗಳನ್ನು ಆರಾಧಿಸುವ ವಿಧಿಗಳನ್ನು ಮಾತ್ರ ಆಚರಿಸುತ್ತಾರೆ ಮತ್ತೆ ಕೆಲವರು ಜ್ಞಾನದೇವ ಅಗ್ನಿಯಲ್ಲಿ ತಮ್ಮನ್ನು ತಾವೇ ಬ್ರಹ್ಮದೆಂದು ಅರ್ಪಿಸಿಕೊಳ್ಳುತ್ತಾರೆ.	[38, 392, 362, 425]
notice-party: Gurramma	[1137, 592, 1195, 605]
notice-role: Petitioner	[1424, 592, 1477, 605]
notice-versus: -Vs-	[925, 1956, 945, 1968]
article-column	[582, 526, 837, 655]
dateline: ಹೊಸಪೇಟೆ ಟೈಮ್ಸ್ ನ್ಯೂಸ್	[22, 2230, 125, 2244]
gps-watermark: GPS Map Camera	[993, 497, 1098, 510]
group-photo-icon	[583, 712, 1107, 985]
notice-title: To,Whom so ever it may concern.	[1209, 1086, 1405, 1099]
headline: ಕೊರತೆ ಸಭೆ	[882, 1531, 984, 1563]
notice-party: Guramma	[1137, 1028, 1191, 1041]
notice-signatures	[1137, 1759, 1477, 1802]
article-kurugodu	[760, 1449, 1107, 1881]
verse-line: ದೈವಮೇವಾಪರೇ ಯಜ್ಞಮ್	[38, 264, 177, 283]
article-column	[632, 1096, 864, 1207]
notice-party: The Chief Officer -cum- Registrar of Birth& Deaths Purasabhe, Kamalapura Hosapete taluk,	[1137, 1056, 1409, 1084]
column-divider	[1116, 65, 1117, 2382]
court-notice	[1126, 68, 1488, 527]
notice-court: In the Court of the Additional Civil Judge (Jr.Dn.) III Hosapete.	[1153, 77, 1461, 104]
raid-team-photo-2	[582, 711, 1107, 985]
notice-party-row	[775, 1970, 1095, 1999]
article-books	[389, 1449, 752, 2159]
notice-body: WHEREAS the above named petitioner Guramma wife of Tayappa, aged about 41 years, R/o 15th Ward, Hirekeri, Kamalapura, Hosapete taluk, Vijayanagara district has filed the petition under section 13(3) of Registration of birth and death Act, seeking the direction of this court to issue direction to the respondent to enter the date of death of his father M.Ramaiah son of Late Nagappa who died on 10/04/986 at her residence at Kamalapura, Hosapete taluk. WHEREAS, if any persons interested with respect to the above proceedings are hereby noticed to appear in this court in person or by pleader duly able to answer all material question relating to petition on the said 18/01/2025 at about 11-00 A.M, otherwise the matter will be heard and determined. Given under my hand and seal of this court on this 8th day of 11/2024.	[1137, 665, 1477, 865]
notice-role: Plaintiff	[1434, 120, 1477, 133]
notice-sign-right: By order of the court. Shirastedar 3r Additional Civil Judge & JMFC Court Hosapete.	[1277, 1759, 1477, 1801]
court-notice	[1126, 540, 1488, 968]
gita-title-line-1: ಭಗವದ್ಗೀತಾ	[89, 81, 311, 147]
verse-line: ಬ್ರಹ್ಮಾಗ್ನಾವಪರೇ ಯಜ್ಞಮ್	[38, 328, 175, 347]
notice-versus: -VS-	[1296, 1929, 1318, 1941]
notice-party-row	[1137, 1056, 1477, 1086]
notice-sign-left: From H.Venkateshalu. Advocate, Hosapete.	[1137, 1305, 1234, 1362]
court-notice	[763, 1889, 1107, 2463]
notice-case-number: Cri.M.C.No:115/2024	[1245, 577, 1370, 591]
notice-versus: -VS-	[1296, 1482, 1318, 1494]
dateline: ಹೊಸಪೇಟೆ ಟೈಮ್ಸ್ ನ್ಯೂಸ್	[389, 217, 493, 232]
notice-party: Tammineni Raju	[1137, 149, 1225, 162]
article-fake-clinic-headline	[389, 65, 1107, 211]
notice-case-number: Cri.M.C.No:340/2024	[873, 1927, 997, 1940]
author-signature: – ಎನ್.ಪಿ.ಮಾಧವ ನಂದೋಡಿ, ಬೆಂಗಳೂರು.	[191, 966, 362, 981]
notice-sign-right: By order of the court. Shirestedar, Principal Senior Civil Judge & JMFC court, Hosapete.	[1264, 870, 1477, 911]
person-portrait-icon	[179, 742, 361, 926]
notice-signatures	[775, 2406, 1095, 2464]
notice-signatures	[1137, 2264, 1477, 2321]
notice-title: Summons to the Defendant.	[1198, 163, 1417, 180]
notice-party: The Tahasildar -cum- Registrar Birth & Deaths Taluk Office, Kampli, Kampli tq	[775, 1970, 1024, 1998]
gita-paragraph: ಅಂದರೆ ಯೋಗಿಗಳು ಸಮರ್ಥರನ್ನು ಹೊಂದಿದ್ದರೂ ಭಗವಂತನನ್ನು ಸ್ಪಷ್ಟವಾಗಿ ಅವ ದೃಷ್ಟಿಯಿಂದ ನೋಡಲು ಯತ್ನಿಸುತ್ತಾರೆ ಎನ್ನುತ್ತಿದ್ದಾನೆ ಭಗವಂತ. ಪ್ರಪಂಚಕ್ಕೆ ಬಂದವರು ತಮಗೆ ಸಹಾಯವಾದ ಹಾಗೂ ಮನುಕುಲಕ್ಕೆ ಗೋಚರವಾಗುವ ಮೂರ್ತಿಸ್ವರೂಪವನ್ನು ಸೃಷ್ಟಿಸಿದ ಕಾರಣದಿಂದಾಗಿ ಪ್ರಪಂಚದಲ್ಲಿ ಮುಕ್ಕೋಟಿ ದೇವರುಗಳು ಕಾಣುವುದು. ಕೆಲವು ದೇವರುಗಳಿಗೆ ಉತ್ತಮ ಗುಣವುಳ್ಳ ರೂಪಕೊಟ್ಟು ಪೂಜಿಸಿದರೆ, ಕೆಲವು ಮೂರ್ತಿಗಳು ಅಥವಾ ಮೂರ್ತಿಯನ್ನು ಸ್ವಾಸಿಸಿದ ಆಲಯಗಳು ಕಾಲಕ್ರಮೇಣ ಪ್ರಸ್ತುತತೆಯನ್ನು ಕಳೆದುಕೊಂಡು ಹಾಳಾದವು ಕೊಂಡುಯುತ್ತವೆ.	[38, 549, 362, 675]
notice-versus: And	[1137, 135, 1159, 147]
notice-party-row	[1137, 621, 1477, 650]
article-column	[844, 526, 1107, 618]
notice-sign-left: From H.Venkateshalu. Advocate, Hosapete.	[1137, 870, 1234, 926]
article-paragraph: ಕಾರ್ಯಕ್ರಮದಲ್ಲಿ ಕಾಲೇಜಿನ ಉಪನ್ಯಾಸಕರು, ಸಿಬ್ಬಂದಿ ಹಾಗೂ ವಿದ್ಯಾರ್ಥಿಗಳು ಪಾಲ್ಗೊಂಡಿದ್ದರು. ಡಾ.ಮೋಹಿನಿ ರಂಜನ್, ಡಾ.ಹೊನ್ನೂರ್ ಅಲಿ ಸೇರಿದಂತೆ ವಿದ್ಯಾರ್ಥಿಗಳು ಹಾಗೂ ಇತರರು ಉಪಸ್ಥಿತರಿದ್ದರು.	[389, 1770, 752, 1822]
notice-court: IN THE COURT OF THE HONOURABLE 3rd ADDITIONAL CIVIL JUDGE AND J.M.F.C HOSAPETE.	[1138, 1424, 1476, 1451]
headline: ಬೆಳವಣಿಗೆ: ಪ್ರೊ.ಮುನಿರಾಜು	[450, 1494, 692, 1526]
article-youth-festival	[22, 1284, 378, 1927]
notice-body: WHEREAS the above named petitioners(1) Shivamma wife of Late Durgappa, aged about 58 years, Housewife, (2) Jayanna son of Durgappa, aged about 30 years, labour (3) Sureshi son of Durgappa, aged about 26 years, (4) J.Mudiyappa son of Late Durgappa, aged about 24 years, all are residents of 21st Ward, JigaliKattiraya are, Hosapete, Vijayanagara district have filed the petition under section 13(3) of Registration of birth and death Act, seeking the direction of this court to issue direction to the respondent to enter the date of death of Jigalikattepa son of Late Vandalayya who died on 21/06/1986 at Jigalikattiraya Katti Area, 21st Ward, Hosapete who is the father in-law of petitioner No.1 and grand father of petitioner No.2 to 4. WHEREAS, if any persons interested with respect to the above proceedings are hereby noticed to appear in this court in person or by pleader duly able to answer all material question relating to the said petition on 16/01/2025 at about 11-00 A.M, otherwise the matter will be heard and determined. Given under my hand and seal of this court on this 22 day of November 2024	[1137, 1987, 1477, 2260]
article-paragraph: ಪ್ರಸ್ತುತ ದಿನಗಳಲ್ಲಿ ಪುಸ್ತಕ ಓದುವ ಹವ್ಯಾಸ ಬೆಳೆಸಿಕೊಳ್ಳಬೇಕು. ಮೊಬೈಲ್ ಗೀಳನ್ನು ಬಿಟ್ಟು ಯುವಜನತೆ ಪುಸ್ತಕಗಳನ್ನು ಓದಲು ಮುಂದಾಗಬೇಕು ಎಂದು ಹೇಳಿದರು. ವಿವಿಯ ಕುಲಸಚಿವರು, ಶಿಕ್ಷಣ ತಜ್ಞರು ಹಾಗೂ ಕಾಲೇಜಿನ ಪ್ರಾಂಶುಪಾಲರು ಮಾತನಾಡಿ, ವಿದ್ಯಾರ್ಥಿಗಳು ಪಠ್ಯ ಪುಸ್ತಕಗಳ ಜೊತೆಗೆ ಉತ್ತಮ ಸಾಹಿತ್ಯದ ಪುಸ್ತಕಗಳನ್ನು ಓದುವ ಅಭ್ಯಾಸ ರೂಢಿಸಿಕೊಳ್ಳಬೇಕು ಎಂದು ತಿಳಿಸಿದರು.	[389, 1673, 752, 1762]
notice-party-row	[1137, 1466, 1477, 1481]
article-paragraph: ಜಿಲ್ಲಾ ಮಟ್ಟದ ಯುವಜನೋತ್ಸವ ಕಾರ್ಯಕ್ರಮದಲ್ಲಿ ಪ್ರಥಮ ಸ್ಥಾನ ಪಡೆದ ಸ್ಪರ್ಧಿಗಳು ರಾಜ್ಯ ಮಟ್ಟದ ಯುವಜನೋತ್ಸವದಲ್ಲಿ ಭಾಗವಹಿಸಬಹುದು. ಸ್ಪರ್ಧಿಗಳು ಜನವರಿ 04 ರಂದು ಬೆಳಿಗ್ಗೆ 10 ಗಂಟೆಯಿಂದ ಮಧ್ಯಾಹ್ನ 12.30 ಗಂಟೆಯೊಳಗಾಗಿ ಹೆಸರು ನೋಂದಾಯಿಸಿಕೊಳ್ಳಬೇಕು. ನಂತರ ಬಂದವರನ್ನು ನೋಂದಾಯಿಸಿ ಕೊಳ್ಳಲಾಗುವುದಿಲ್ಲ. ನೋಂದಣಿಗೆ ಯೋಗ್ಯ ದಾಖಲೆಗಳು (ಮೂಲ ಆಧಾರ ಕಾರ್ಡ್/ಎಸ್.ಎಸ್.ಎಲ್.ಸಿ ಅಂಕಪಟ್ಟಿ) ತರುವುದು ಕಡ್ಡಾಯವಾಗಿದೆ.	[22, 1479, 378, 1568]
